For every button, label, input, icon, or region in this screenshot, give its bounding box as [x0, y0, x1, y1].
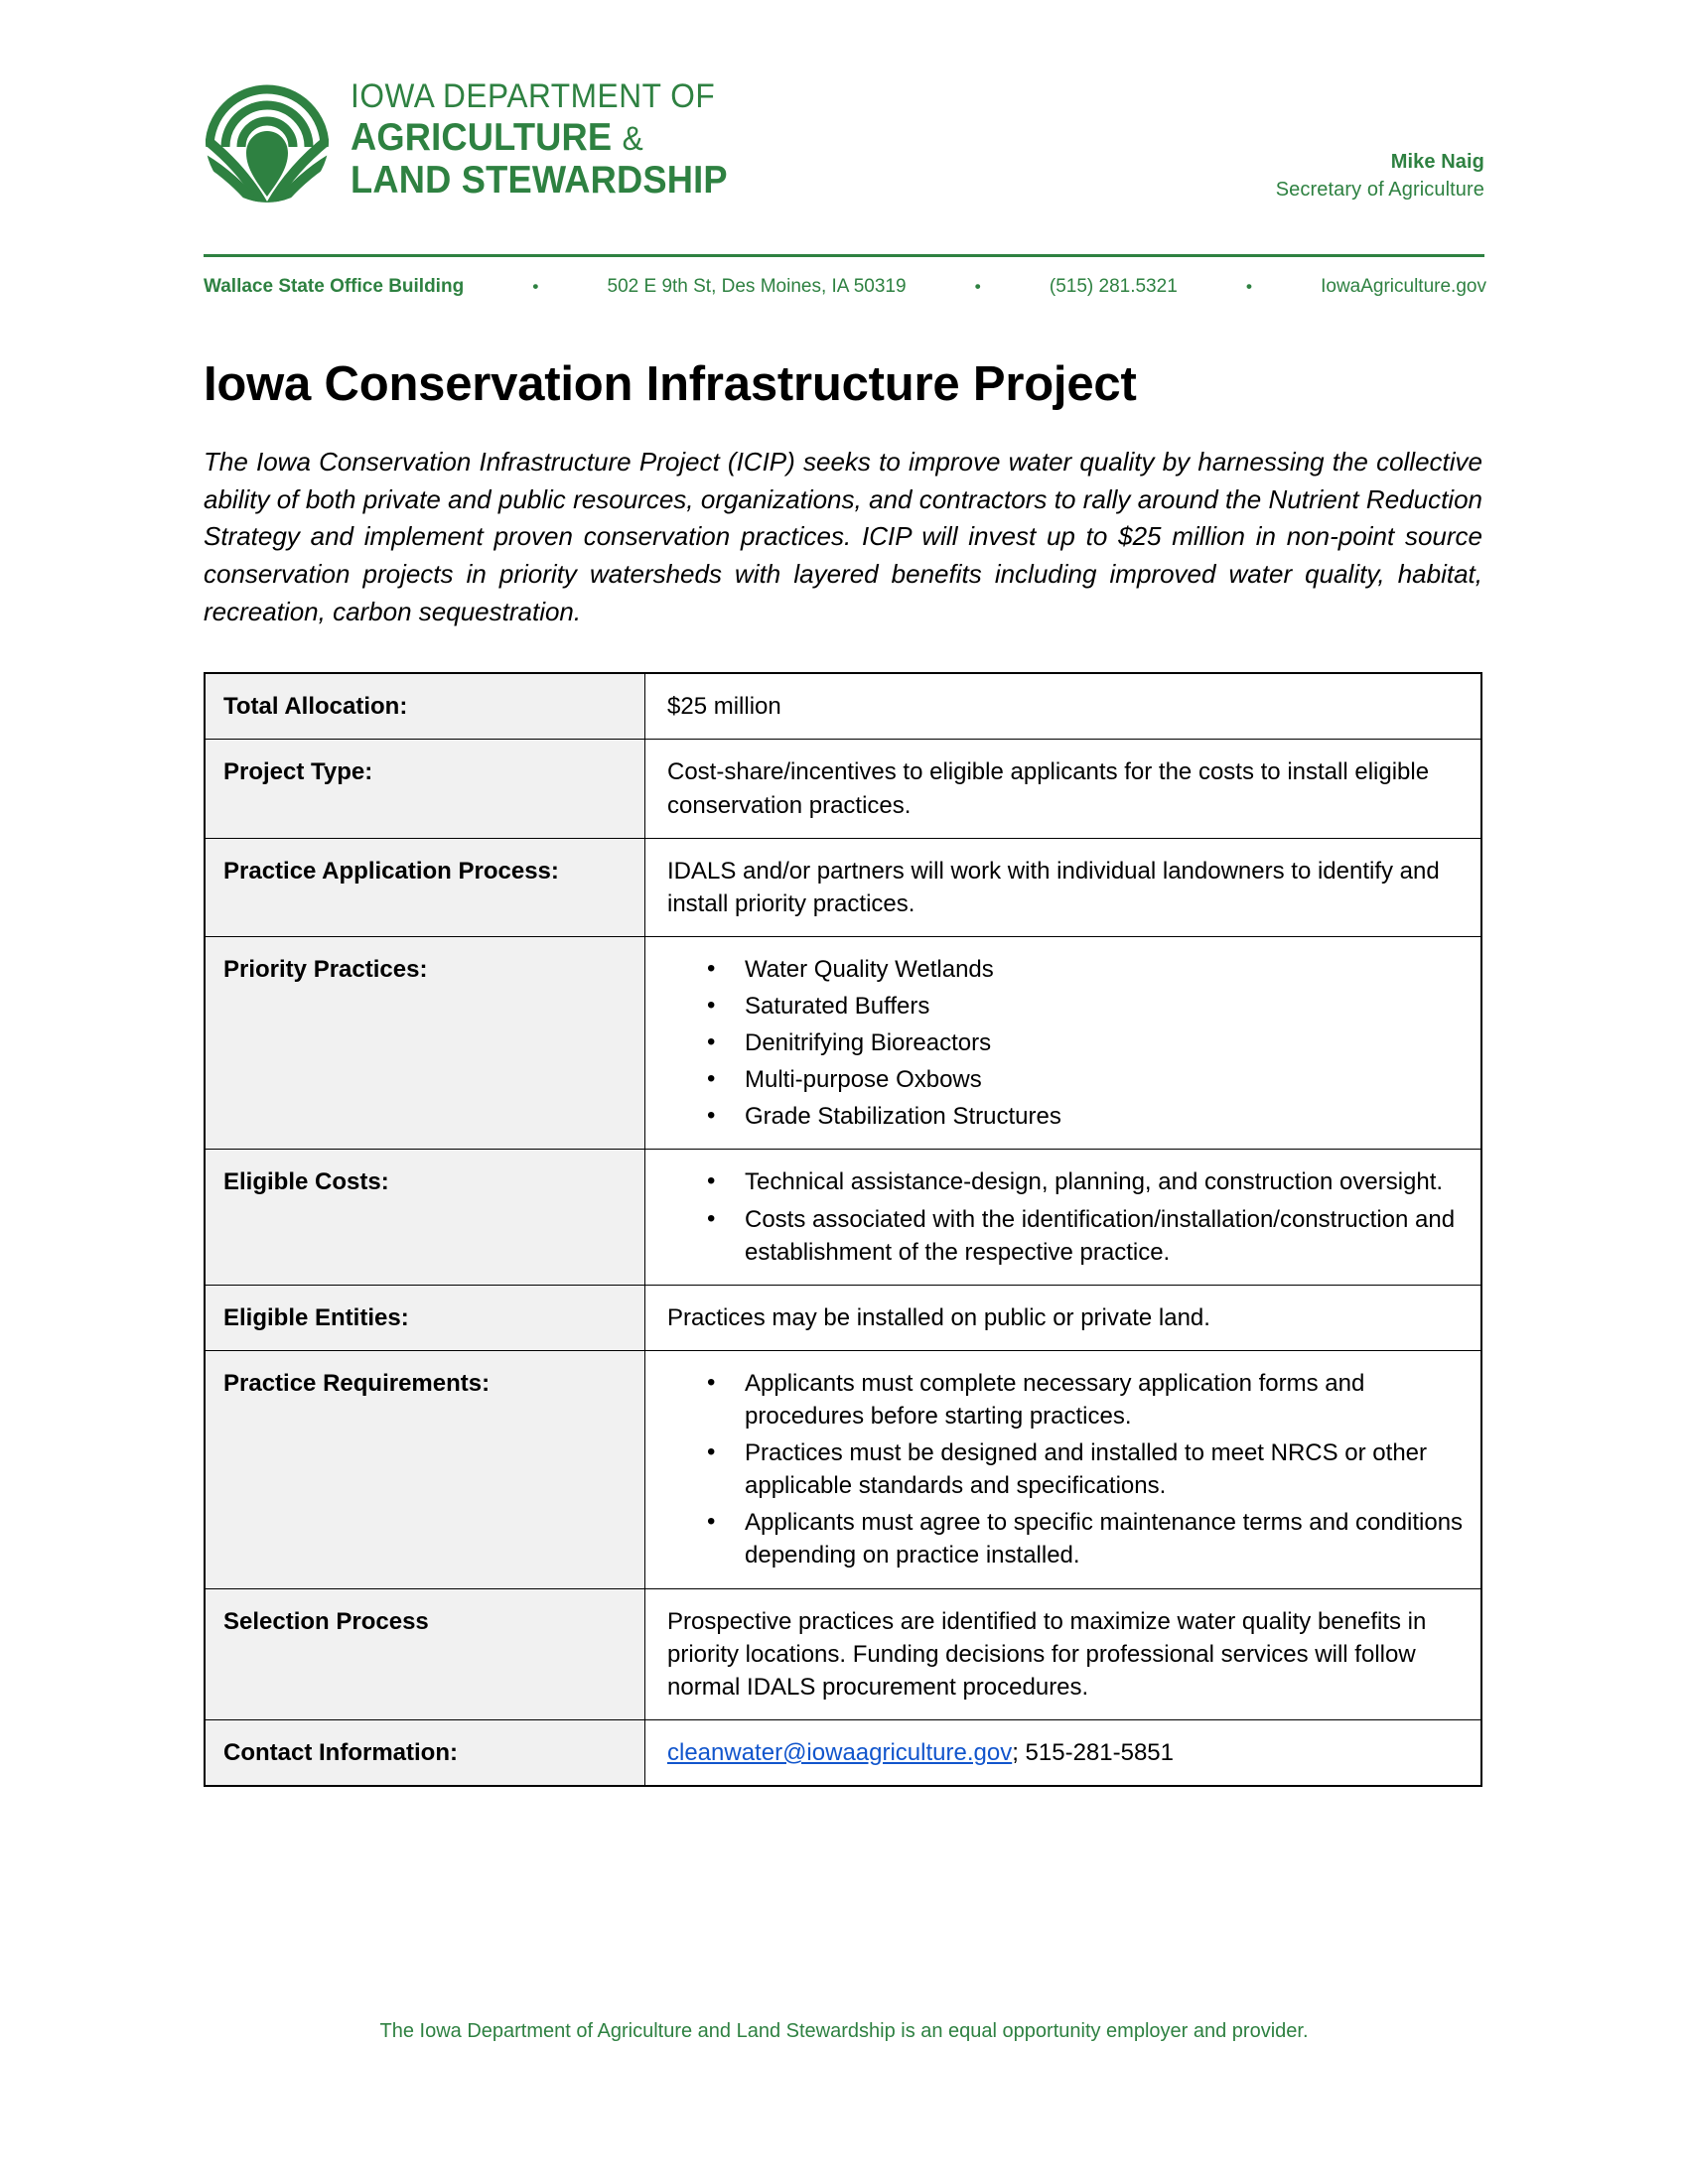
contact-email-link[interactable]: cleanwater@iowaagriculture.gov [667, 1738, 1013, 1766]
row-label: Practice Requirements: [205, 1350, 645, 1588]
row-value-text: $25 million [667, 693, 781, 721]
agency-brand [204, 77, 756, 205]
list-item: • Costs associated with the identification/installation/construction and establishment of the respective practice. [745, 1203, 1465, 1269]
list-item: • Multi-purpose Oxbows [745, 1063, 1465, 1096]
page-title: Iowa Conservation Infrastructure Project [204, 357, 1137, 411]
list-item: • Denitrifying Bioreactors [745, 1026, 1465, 1059]
project-summary-table [204, 672, 1482, 1787]
row-value [645, 1285, 1482, 1350]
table-row [205, 673, 1481, 740]
contact-phone: ; 515-281-5851 [1012, 1738, 1174, 1766]
table-row [205, 936, 1481, 1150]
brand-line-agriculture: AGRICULTURE & [351, 115, 643, 159]
row-label: Eligible Entities: [205, 1285, 645, 1350]
header-divider-rule [204, 254, 1484, 257]
table-row [205, 740, 1481, 838]
main-content [204, 357, 1482, 1787]
row-label: Selection Process [205, 1588, 645, 1719]
row-value-text: Practices may be installed on public or private land. [667, 1303, 1210, 1331]
secretary-name: Mike Naig [1390, 151, 1484, 173]
table-row [205, 1588, 1481, 1719]
table-row [205, 1285, 1481, 1350]
list-item: • Applicants must complete necessary application forms and procedures before starting practices. [745, 1367, 1465, 1433]
address-separator-dot-2: • [974, 277, 981, 296]
address-separator-dot-1: • [532, 277, 539, 296]
ampersand-glyph: & [622, 119, 643, 158]
row-value-text: IDALS and/or partners will work with individual landowners to identify and install priority practices. [667, 857, 1440, 917]
row-value [645, 740, 1482, 838]
row-value [645, 1719, 1482, 1786]
address-website[interactable]: IowaAgriculture.gov [1321, 276, 1486, 297]
list-item: • Grade Stabilization Structures [745, 1100, 1465, 1133]
address-separator-dot-3: • [1245, 277, 1252, 296]
row-value [645, 838, 1482, 936]
row-value-list [667, 1367, 1465, 1572]
row-label: Practice Application Process: [205, 838, 645, 936]
table-row [205, 1719, 1481, 1786]
brand-line-department: IOWA DEPARTMENT OF [351, 76, 716, 115]
row-value-list [667, 1165, 1465, 1268]
intro-paragraph: The Iowa Conservation Infrastructure Project (ICIP) seeks to improve water quality by harnessing the collective ability of both private and public resources, organizations, and contractors to rally around the Nutrient Reduction Strategy and implement proven conservation practices. ICIP will invest up to $25 million in non-point source conservation projects in priority watersheds with layered benefits including improved water quality, habitat, recreation, carbon sequestration. [204, 446, 1482, 626]
row-value [645, 1150, 1482, 1285]
list-item: • Practices must be designed and installed to meet NRCS or other applicable standards and specifications. [745, 1436, 1465, 1502]
brand-line-land-stewardship: LAND STEWARDSHIP [351, 158, 728, 202]
row-value [645, 673, 1482, 740]
contact-line [667, 1736, 1465, 1769]
address-building: Wallace State Office Building [204, 276, 465, 297]
table-row [205, 1150, 1481, 1285]
letterhead [204, 77, 1484, 241]
list-item: • Water Quality Wetlands [745, 953, 1465, 986]
list-item: • Applicants must agree to specific maintenance terms and conditions depending on practice installed. [745, 1506, 1465, 1571]
row-value-text: Cost-share/incentives to eligible applicants for the costs to install eligible conservation practices. [667, 758, 1430, 819]
row-label: Contact Information: [205, 1719, 645, 1786]
table-row [205, 838, 1481, 936]
list-item: • Saturated Buffers [745, 990, 1465, 1023]
list-item: • Technical assistance-design, planning, and construction oversight. [745, 1165, 1465, 1198]
secretary-title: Secretary of Agriculture [1275, 178, 1484, 201]
row-label: Eligible Costs: [205, 1150, 645, 1285]
row-value-list [667, 953, 1465, 1134]
address-street: 502 E 9th St, Des Moines, IA 50319 [607, 276, 907, 297]
row-label: Project Type: [205, 740, 645, 838]
row-label: Priority Practices: [205, 936, 645, 1150]
row-value [645, 1588, 1482, 1719]
project-summary-table-body [205, 673, 1481, 1786]
row-label: Total Allocation: [205, 673, 645, 740]
row-value-text: Prospective practices are identified to maximize water quality benefits in priority locations. Funding decisions for professional services will follow normal IDALS procurement procedures. [667, 1607, 1427, 1701]
row-value [645, 936, 1482, 1150]
contact-address-bar [204, 276, 1486, 298]
equal-opportunity-footer: The Iowa Department of Agriculture and Land Stewardship is an equal opportunity employer and provider. [379, 2020, 1309, 2042]
table-row [205, 1350, 1481, 1588]
address-phone: (515) 281.5321 [1049, 276, 1178, 297]
row-value [645, 1350, 1482, 1588]
agency-brand-text [351, 76, 756, 204]
idals-logo-icon [204, 77, 331, 205]
secretary-block [1276, 149, 1484, 204]
